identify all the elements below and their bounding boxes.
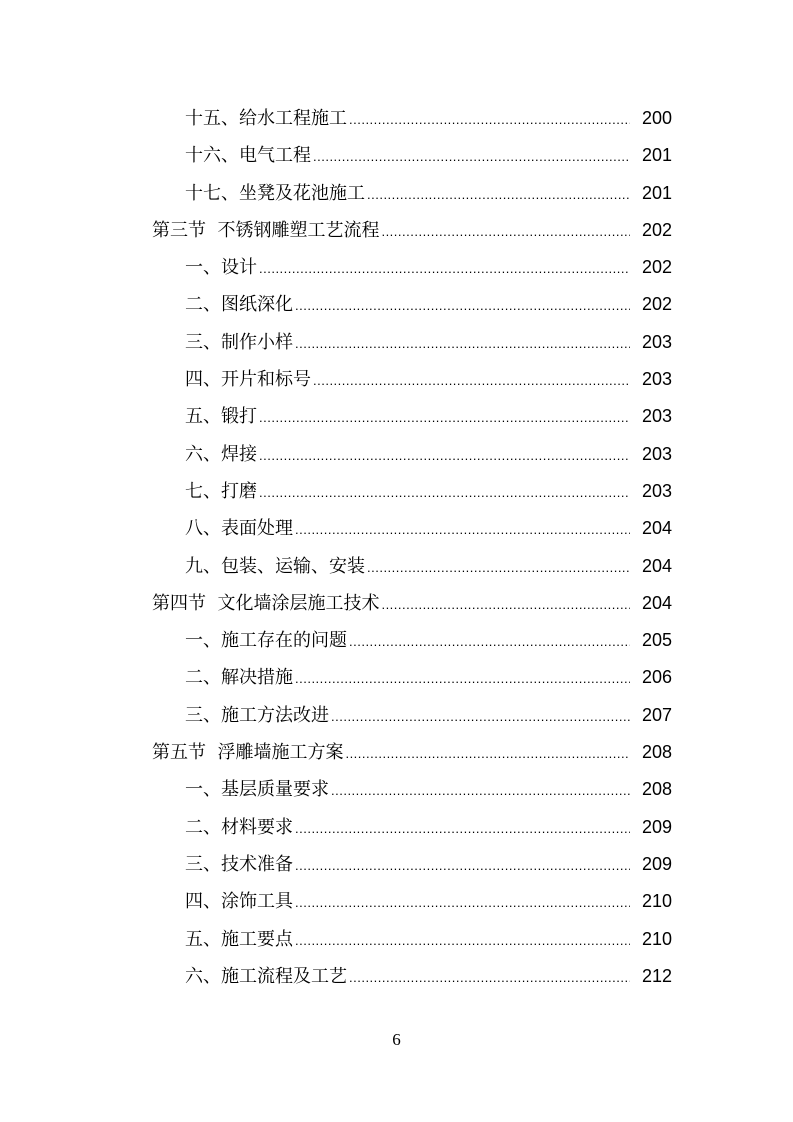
toc-entry-title: 二、解决措施 bbox=[185, 667, 293, 689]
toc-entry-title: 十五、给水工程施工 bbox=[185, 108, 347, 129]
toc-leader-dots bbox=[295, 846, 630, 883]
toc-entry-title: 二、材料要求 bbox=[185, 816, 293, 838]
toc-entry-page: 203 bbox=[641, 369, 672, 390]
toc-entry-title: 四、开片和标号 bbox=[185, 369, 311, 391]
toc-leader-dots bbox=[381, 212, 630, 249]
toc-entry-page: 200 bbox=[641, 108, 672, 128]
toc-entry[interactable] bbox=[0, 510, 793, 547]
toc-leader-dots bbox=[259, 398, 630, 435]
table-of-contents bbox=[0, 100, 793, 995]
toc-entry-title: 十六、电气工程 bbox=[185, 145, 311, 167]
toc-entry[interactable] bbox=[0, 249, 793, 286]
toc-entry-page: 204 bbox=[641, 518, 672, 539]
toc-entry-page: 201 bbox=[641, 145, 672, 166]
toc-leader-dots bbox=[331, 697, 630, 734]
toc-leader-dots bbox=[295, 921, 630, 958]
toc-leader-dots bbox=[345, 734, 630, 771]
toc-entry[interactable] bbox=[0, 622, 793, 659]
toc-entry-page: 202 bbox=[641, 294, 672, 315]
toc-entry[interactable] bbox=[0, 809, 793, 846]
toc-entry-page: 209 bbox=[641, 816, 672, 837]
toc-entry[interactable] bbox=[0, 883, 793, 920]
toc-entry-title: 三、制作小样 bbox=[185, 331, 293, 353]
toc-entry-title: 一、施工存在的问题 bbox=[185, 630, 347, 652]
toc-entry-page: 203 bbox=[641, 331, 672, 352]
toc-leader-dots bbox=[295, 286, 630, 323]
toc-entry-page: 209 bbox=[641, 853, 672, 874]
toc-entry-page: 208 bbox=[641, 779, 672, 800]
toc-leader-dots bbox=[349, 958, 630, 995]
toc-entry-title: 六、施工流程及工艺 bbox=[185, 965, 347, 987]
toc-entry-page: 212 bbox=[641, 965, 672, 986]
toc-entry-title: 一、基层质量要求 bbox=[185, 779, 329, 801]
toc-entry-title: 二、图纸深化 bbox=[185, 294, 293, 316]
toc-entry-title: 六、焊接 bbox=[185, 443, 257, 465]
toc-entry[interactable] bbox=[0, 361, 793, 398]
toc-entry-page: 208 bbox=[641, 742, 672, 763]
toc-entry-title: 五、锻打 bbox=[185, 406, 257, 428]
toc-leader-dots bbox=[367, 175, 630, 212]
toc-section-entry[interactable] bbox=[0, 212, 793, 249]
toc-entry[interactable] bbox=[0, 286, 793, 323]
toc-entry[interactable] bbox=[0, 846, 793, 883]
toc-entry[interactable] bbox=[0, 473, 793, 510]
toc-entry-page: 205 bbox=[641, 630, 672, 651]
toc-entry[interactable] bbox=[0, 697, 793, 734]
toc-entry[interactable] bbox=[0, 921, 793, 958]
toc-leader-dots bbox=[259, 436, 630, 473]
toc-entry[interactable] bbox=[0, 175, 793, 212]
toc-entry-page: 203 bbox=[641, 443, 672, 464]
toc-entry-page: 210 bbox=[641, 928, 672, 949]
toc-entry-page: 204 bbox=[641, 555, 672, 576]
toc-leader-dots bbox=[295, 324, 630, 361]
toc-section-entry[interactable] bbox=[0, 734, 793, 771]
toc-section-entry[interactable] bbox=[0, 585, 793, 622]
toc-entry-page: 207 bbox=[641, 704, 672, 725]
toc-entry[interactable] bbox=[0, 398, 793, 435]
toc-leader-dots bbox=[295, 510, 630, 547]
toc-entry-title: 三、技术准备 bbox=[185, 853, 293, 875]
toc-entry[interactable] bbox=[0, 958, 793, 995]
toc-entry-page: 204 bbox=[641, 592, 672, 613]
toc-section-title: 第三节 不锈钢雕塑工艺流程 bbox=[152, 219, 380, 241]
toc-section-title: 第五节 浮雕墙施工方案 bbox=[152, 742, 344, 764]
toc-entry[interactable] bbox=[0, 548, 793, 585]
toc-entry[interactable] bbox=[0, 436, 793, 473]
toc-entry-page: 203 bbox=[641, 480, 672, 501]
toc-entry-page: 206 bbox=[641, 667, 672, 688]
toc-entry-page: 201 bbox=[641, 182, 672, 203]
toc-leader-dots bbox=[313, 137, 630, 174]
toc-section-title: 第四节 文化墙涂层施工技术 bbox=[152, 592, 380, 614]
toc-leader-dots bbox=[295, 883, 630, 920]
toc-entry-title: 五、施工要点 bbox=[185, 928, 293, 950]
toc-entry[interactable] bbox=[0, 771, 793, 808]
toc-entry-page: 210 bbox=[641, 891, 672, 912]
toc-entry-title: 九、包装、运输、安装 bbox=[185, 555, 365, 577]
toc-leader-dots bbox=[295, 659, 630, 696]
toc-entry-title: 一、设计 bbox=[185, 257, 257, 279]
toc-leader-dots bbox=[349, 100, 630, 137]
toc-entry-page: 202 bbox=[641, 257, 672, 278]
toc-leader-dots bbox=[259, 473, 630, 510]
toc-entry-title: 十七、坐凳及花池施工 bbox=[185, 182, 365, 204]
toc-entry-title: 四、涂饰工具 bbox=[185, 891, 293, 913]
toc-leader-dots bbox=[259, 249, 630, 286]
toc-leader-dots bbox=[349, 622, 630, 659]
page-number: 6 bbox=[392, 1030, 401, 1049]
toc-leader-dots bbox=[381, 585, 630, 622]
toc-entry[interactable] bbox=[0, 137, 793, 174]
toc-entry-page: 202 bbox=[641, 219, 672, 240]
toc-leader-dots bbox=[313, 361, 630, 398]
toc-entry[interactable] bbox=[0, 324, 793, 361]
toc-leader-dots bbox=[331, 771, 630, 808]
toc-leader-dots bbox=[367, 548, 630, 585]
toc-entry[interactable] bbox=[0, 659, 793, 696]
toc-entry-title: 三、施工方法改进 bbox=[185, 704, 329, 726]
toc-leader-dots bbox=[295, 809, 630, 846]
toc-entry[interactable] bbox=[0, 100, 793, 137]
toc-entry-page: 203 bbox=[641, 406, 672, 427]
toc-entry-title: 八、表面处理 bbox=[185, 518, 293, 540]
toc-entry-title: 七、打磨 bbox=[185, 480, 257, 502]
